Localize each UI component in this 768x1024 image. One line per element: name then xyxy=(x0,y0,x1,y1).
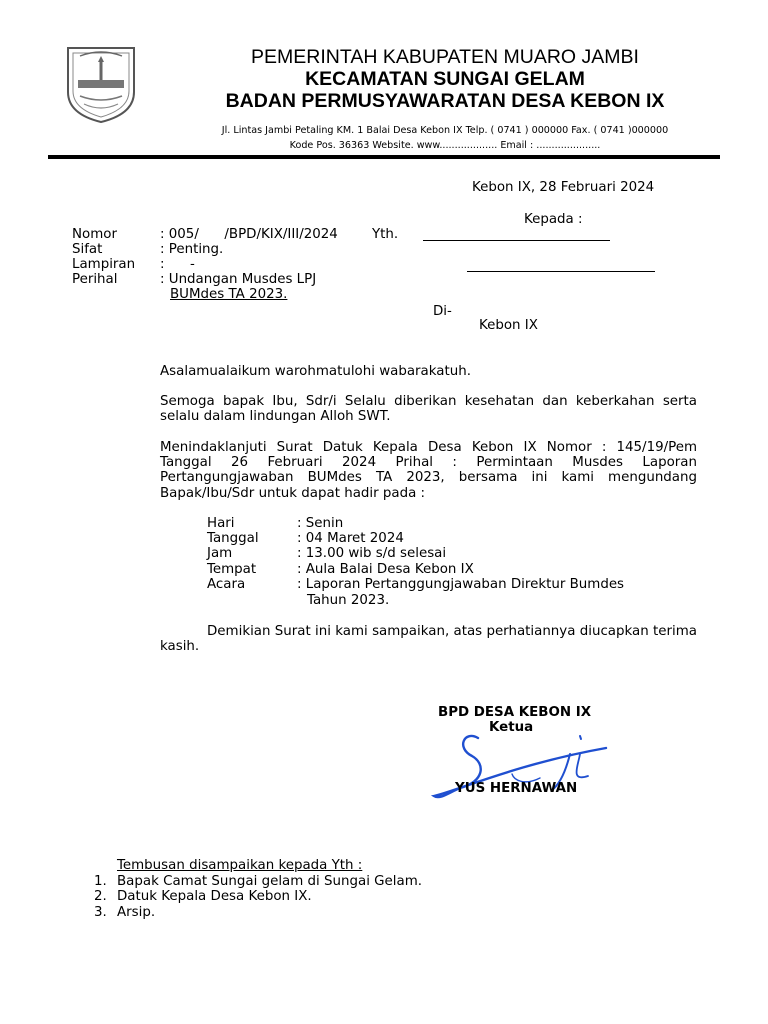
letterhead-divider xyxy=(48,155,720,159)
perihal-value: : Undangan Musdes LPJ xyxy=(160,272,317,287)
recipient-place: Kebon IX xyxy=(479,318,538,333)
cc-heading: Tembusan disampaikan kepada Yth : xyxy=(117,858,363,873)
letterhead-organization: BADAN PERMUSYAWARATAN DESA KEBON IX xyxy=(225,90,665,112)
hari-value: : Senin xyxy=(297,516,344,531)
cc-number-3: 3. xyxy=(94,905,107,920)
cc-item-1: Bapak Camat Sungai gelam di Sungai Gelam. xyxy=(117,874,423,889)
paragraph-invitation: Menindaklanjuti Surat Datuk Kepala Desa Kebon IX Nomor : 145/19/Pem Tanggal 26 Februari 2024 Prihal : Permintaan Musdes Laporan Pertangungjawaban BUMdes TA 2023, bersama ini kami mengundang Bapak/Ibu/Sdr untuk dapat hadir pada : xyxy=(160,440,697,501)
lampiran-value: : - xyxy=(160,257,195,272)
cc-number-2: 2. xyxy=(94,889,107,904)
hari-label: Hari xyxy=(207,516,235,531)
perihal-label: Perihal xyxy=(72,272,118,287)
cc-item-2: Datuk Kepala Desa Kebon IX. xyxy=(117,889,312,904)
sifat-value: : Penting. xyxy=(160,242,224,257)
recipient-blank-line-1 xyxy=(423,240,610,241)
tempat-label: Tempat xyxy=(207,562,257,577)
regency-emblem-icon xyxy=(60,42,142,124)
recipient-di: Di- xyxy=(433,304,452,319)
paragraph-wishes: Semoga bapak Ibu, Sdr/i Selalu diberikan kesehatan dan keberkahan serta selalu dalam lindungan Alloh SWT. xyxy=(160,394,697,425)
nomor-value: : 005/ /BPD/KIX/III/2024 xyxy=(160,227,338,242)
jam-value: : 13.00 wib s/d selesai xyxy=(297,546,447,561)
recipient-yth: Yth. xyxy=(372,227,399,242)
recipient-kepada: Kepada : xyxy=(524,212,583,227)
sifat-label: Sifat xyxy=(72,242,103,257)
acara-value: : Laporan Pertanggungjawaban Direktur Bumdes xyxy=(297,577,625,592)
jam-label: Jam xyxy=(207,546,233,561)
acara-value-continued: Tahun 2023. xyxy=(307,593,390,608)
perihal-value-continued: BUMdes TA 2023. xyxy=(170,287,288,302)
cc-item-3: Arsip. xyxy=(117,905,156,920)
recipient-blank-line-2 xyxy=(467,271,655,272)
place-date: Kebon IX, 28 Februari 2024 xyxy=(472,180,655,195)
cc-number-1: 1. xyxy=(94,874,107,889)
paragraph-closing: Demikian Surat ini kami sampaikan, atas perhatiannya diucapkan terima kasih. xyxy=(160,624,697,655)
greeting: Asalamualaikum warohmatulohi wabarakatuh. xyxy=(160,364,471,379)
nomor-label: Nomor xyxy=(72,227,117,242)
signatory-title: Ketua xyxy=(489,720,534,735)
tempat-value: : Aula Balai Desa Kebon IX xyxy=(297,562,474,577)
signatory-organization: BPD DESA KEBON IX xyxy=(438,705,592,720)
acara-label: Acara xyxy=(207,577,246,592)
letterhead-district: KECAMATAN SUNGAI GELAM xyxy=(305,68,585,90)
letterhead-government: PEMERINTAH KABUPATEN MUARO JAMBI xyxy=(251,46,639,68)
letterhead-address: Jl. Lintas Jambi Petaling KM. 1 Balai Desa Kebon IX Telp. ( 0741 ) 000000 Fax. ( 0741 )000000 xyxy=(221,125,669,136)
letterhead-contact: Kode Pos. 36363 Website. www................... Email : ..................... xyxy=(289,140,601,151)
lampiran-label: Lampiran xyxy=(72,257,136,272)
tanggal-value: : 04 Maret 2024 xyxy=(297,531,404,546)
signatory-name: YUS HERNAWAN xyxy=(455,781,578,796)
tanggal-label: Tanggal xyxy=(207,531,259,546)
